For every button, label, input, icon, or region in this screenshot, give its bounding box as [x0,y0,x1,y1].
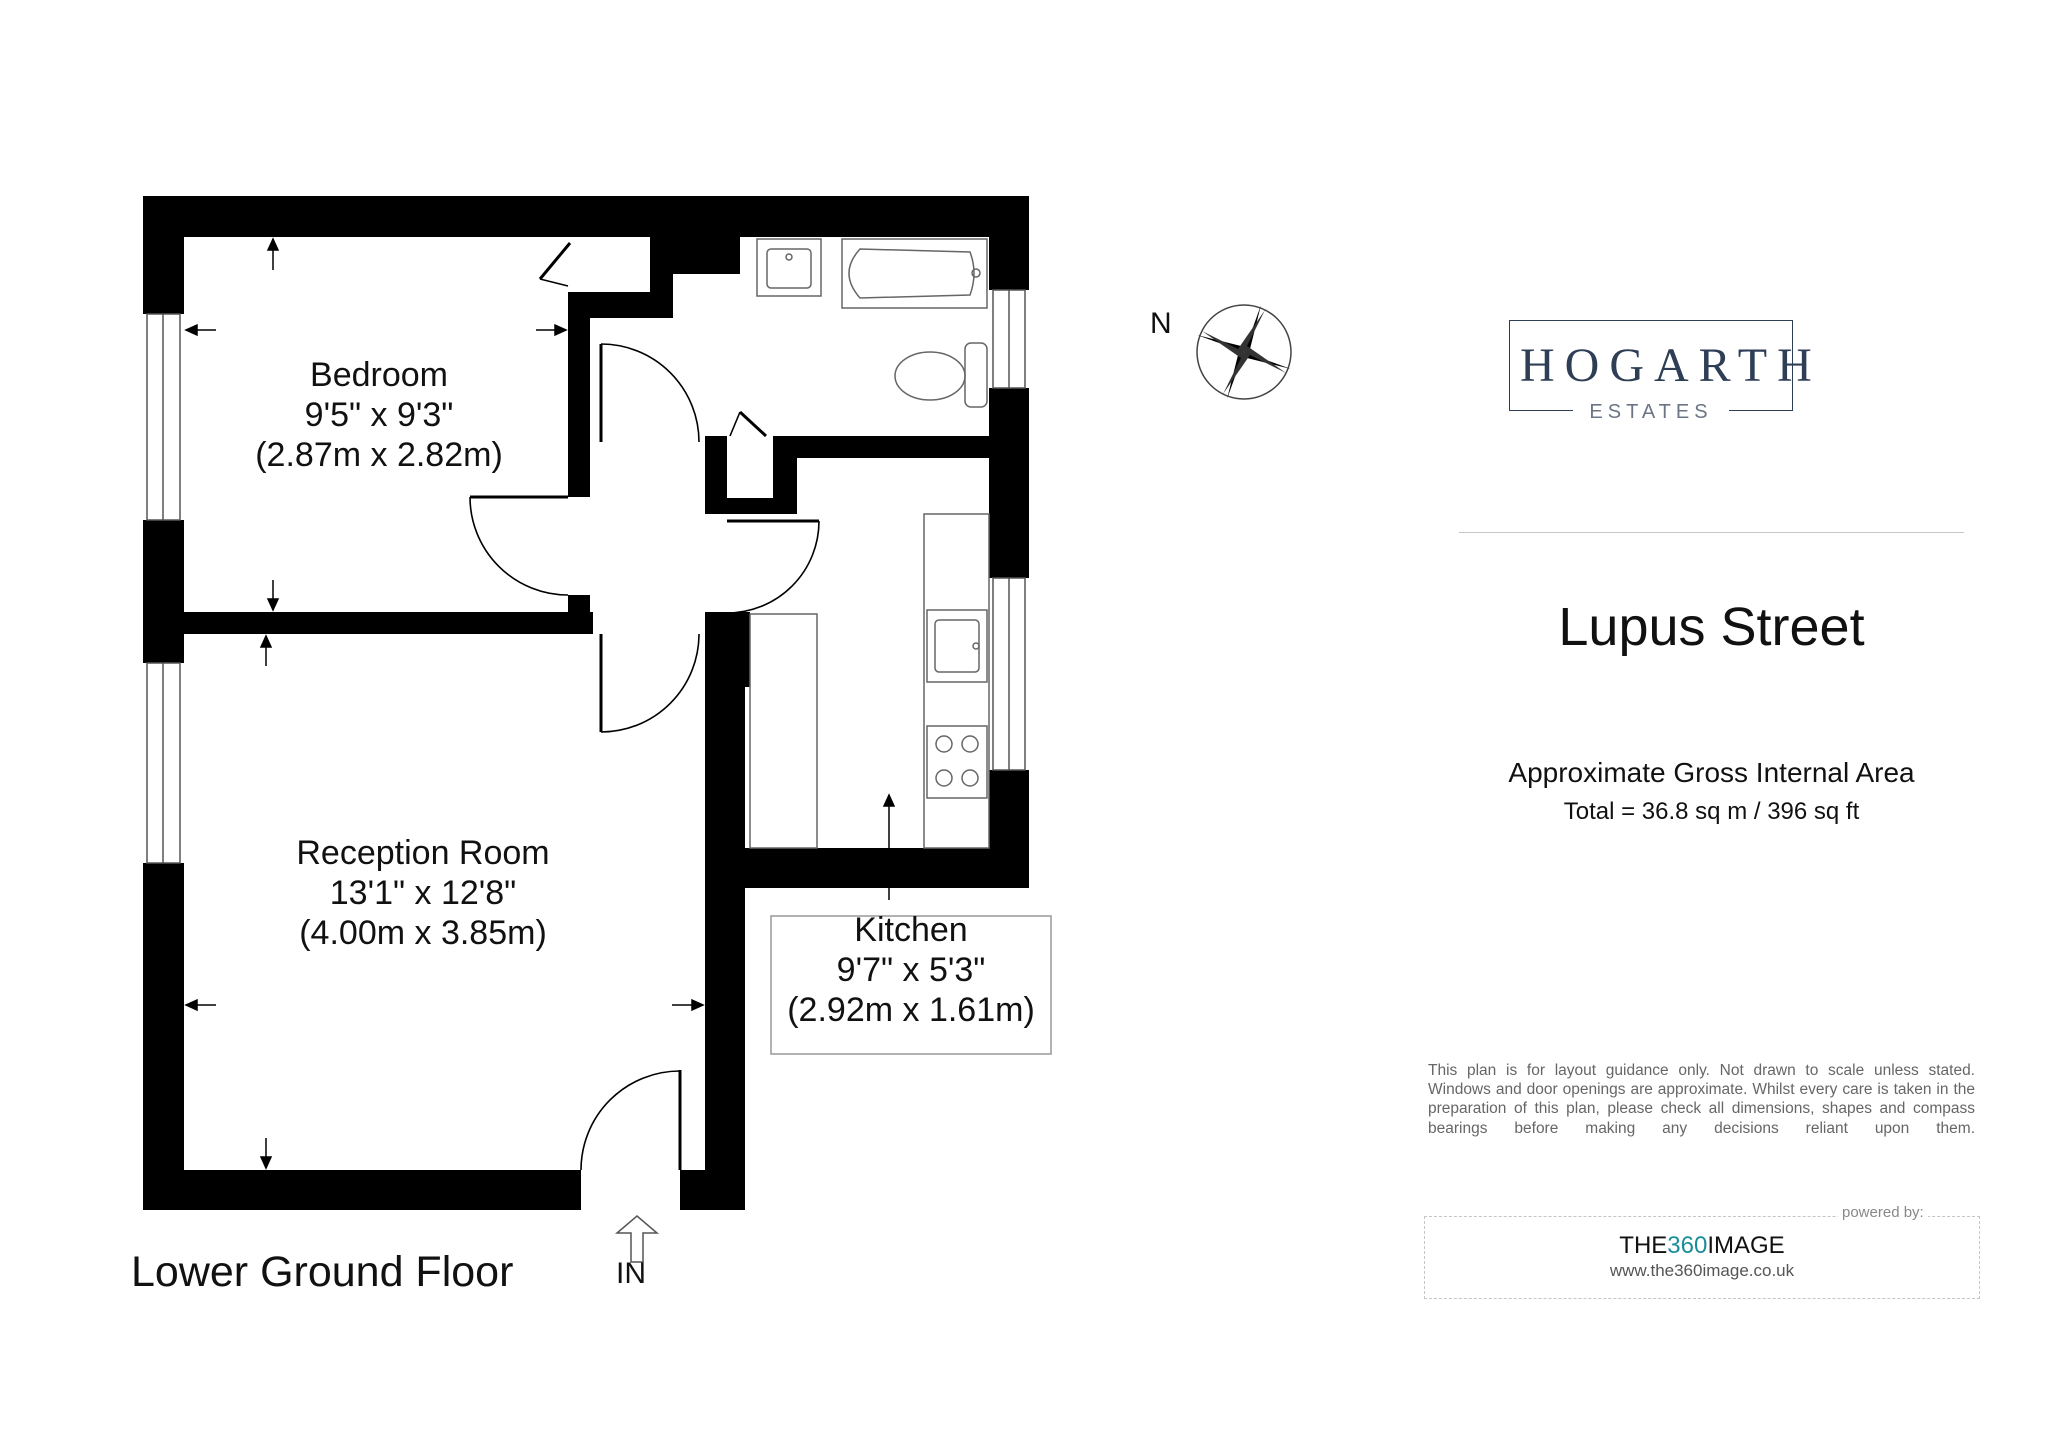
door-cupboard-bedroom [540,243,570,286]
door-kitchen [727,521,819,613]
reception-height-arrow-bottom [261,1138,271,1168]
north-label: N [1150,307,1172,340]
compass-rose-icon [1197,305,1291,399]
wall-bottom-left [143,1170,581,1210]
bedroom-name: Bedroom [310,356,448,394]
wall-top [143,196,1029,237]
powered-by-label: powered by: [1838,1204,1928,1221]
entrance-arrow-icon [617,1216,657,1262]
window-bedroom [147,314,180,520]
street-title: Lupus Street [1558,597,1865,657]
reception-width-arrow-left [186,1000,216,1010]
reception-room-label [233,833,613,953]
wall-kitchen-left-stub [705,612,750,687]
wall-right-lower [989,770,1029,888]
wall-kitchen-bottom [705,848,1029,888]
plan-walls [143,196,1029,1210]
logo-subtitle: ESTATES [1573,401,1728,423]
window-kitchen [993,578,1025,770]
wall-cupboard-top [650,196,740,274]
area-title: Approximate Gross Internal Area [1508,757,1915,788]
door-bedroom [470,497,568,595]
floor-label: Lower Ground Floor [131,1248,514,1296]
wall-bedroom-right-lower [568,595,590,634]
door-bathroom [601,344,699,442]
kitchen-label [771,910,1051,1030]
wall-left-upper [143,196,184,314]
kitchen-sink [927,610,987,682]
wall-right-mid [989,388,1029,578]
reception-width-arrow-right [672,1000,703,1010]
hogarth-logo [1509,320,1822,423]
door-entrance [581,1070,680,1170]
wall-bathroom-bottom [780,436,1029,458]
bedroom-height-arrow-top [268,239,278,270]
reception-room-dimensions-imperial: 13'1" x 12'8" [329,874,517,913]
fixtures [750,239,989,848]
disclaimer-text: This plan is for layout guidance only. Not drawn to scale unless stated. Windows and door openings are approximate. Whilst every care is taken in the preparation of this plan, please check all dimensions, shapes and compass bearings before making any decisions reliant upon them. [1428,1062,1975,1137]
door-cupboard-hall [730,412,766,436]
wall-bedroom-reception [143,612,593,634]
door-reception [601,634,699,732]
brand-prefix: THE [1619,1232,1668,1259]
reception-height-arrow-top [261,636,271,666]
kitchen-dimensions-imperial: 9'7" x 5'3" [836,951,986,990]
wall-bedroom-right-upper [568,292,590,497]
divider [1459,532,1964,533]
bedroom-height-arrow-bottom [268,580,278,610]
wall-right-upper [989,196,1029,290]
logo-name: HOGARTH [1520,339,1822,392]
bedroom-width-arrow-left [186,325,216,335]
bedroom-width-arrow-right [536,325,566,335]
brand-suffix: IMAGE [1707,1232,1785,1259]
reception-room-name: Reception Room [296,834,550,872]
wall-left-lower [143,863,184,1210]
brand-accent: 360 [1667,1232,1708,1259]
kitchen-name: Kitchen [854,911,968,949]
wall-cupboard-bottom [705,498,797,514]
kitchen-dimensions-metric: (2.92m x 1.61m) [787,991,1035,1030]
brand-url[interactable]: www.the360image.co.uk [1609,1261,1795,1280]
wall-left-mid [143,520,184,663]
reception-room-dimensions-metric: (4.00m x 3.85m) [299,914,547,953]
window-bathroom [993,290,1025,388]
toilet [895,343,987,407]
bedroom-label [214,355,544,475]
logo-subtitle-wrap [1510,401,1792,424]
bathroom-sink [757,239,821,296]
brand-name [1424,1232,1980,1260]
bathtub [842,239,987,308]
area-total: Total = 36.8 sq m / 396 sq ft [1563,798,1860,825]
wall-right-reception [705,613,745,1210]
bedroom-dimensions-metric: (2.87m x 2.82m) [255,436,503,475]
entrance-label: IN [616,1257,646,1290]
kitchen-hob [927,726,987,798]
window-reception [147,663,180,863]
bedroom-dimensions-imperial: 9'5" x 9'3" [304,396,454,435]
